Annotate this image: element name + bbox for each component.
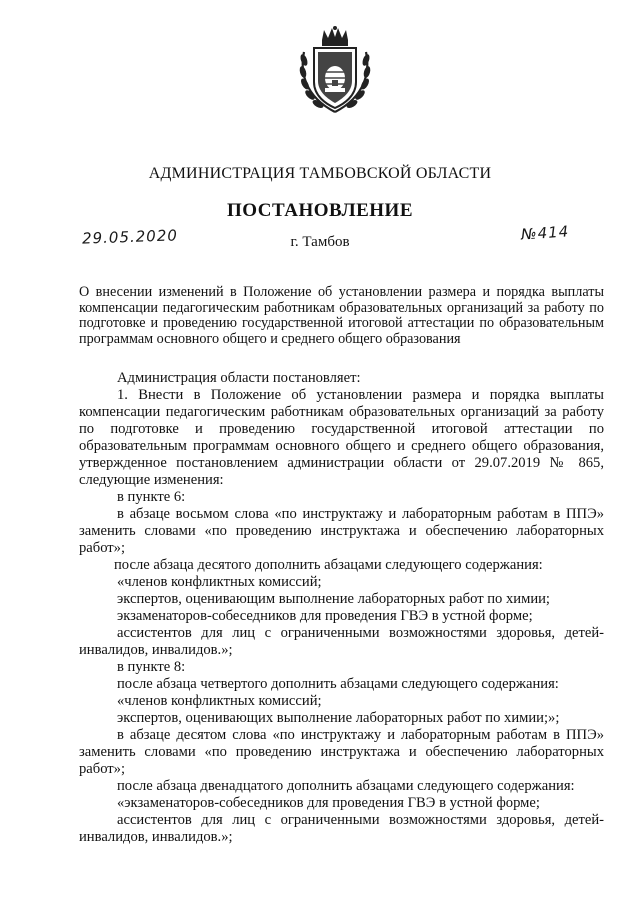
document-subject: О внесении изменений в Положение об установлении размера и порядка выплаты компенсации педагогическим работникам образовательных организаций за работу по подготовке и проведению государственной итоговой аттестации по образовательным программам основного общего и среднего общего образования xyxy=(79,284,604,347)
paragraph: в пункте 6: xyxy=(117,489,186,505)
paragraph: экспертов, оценивающих выполнение лабораторных работ по химии;»; xyxy=(117,710,560,726)
document-body xyxy=(79,370,604,846)
paragraph: в абзаце десятом слова «по инструктажу и лабораторным работам в ППЭ» заменить словами «по проведению инструктажа и обеспечению лабораторных работ»; xyxy=(79,727,604,777)
handwritten-document-number: №414 xyxy=(520,222,570,244)
paragraph: экзаменаторов-собеседников для проведения ГВЭ в устной форме; xyxy=(117,608,533,624)
coat-of-arms-emblem xyxy=(296,26,374,116)
handwritten-date: 29.05.2020 xyxy=(81,226,179,248)
paragraph: 1. Внести в Положение об установлении размера и порядка выплаты компенсации педагогическим работникам образовательных организаций за работу по подготовке и проведению государственной итоговой аттестации по образовательным программам основного общего и среднего общего образования, утвержденное постановлением администрации области от 29.07.2019 № 865, следующие изменения: xyxy=(79,387,604,488)
paragraph: «членов конфликтных комиссий; xyxy=(117,693,322,709)
paragraph: ассистентов для лиц с ограниченными возможностями здоровья, детей-инвалидов, инвалидов.»; xyxy=(79,812,604,845)
paragraph: ассистентов для лиц с ограниченными возможностями здоровья, детей-инвалидов, инвалидов.»; xyxy=(79,625,604,658)
paragraph: Администрация области постановляет: xyxy=(117,370,361,386)
document-type-title: ПОСТАНОВЛЕНИЕ xyxy=(226,200,414,221)
issuing-authority: АДМИНИСТРАЦИЯ ТАМБОВСКОЙ ОБЛАСТИ xyxy=(148,165,492,182)
paragraph: после абзаца четвертого дополнить абзацами следующего содержания: xyxy=(117,676,559,692)
city-label: г. Тамбов xyxy=(290,234,350,250)
paragraph: «экзаменаторов-собеседников для проведения ГВЭ в устной форме; xyxy=(117,795,540,811)
paragraph: после абзаца двенадцатого дополнить абзацами следующего содержания: xyxy=(117,778,575,794)
paragraph: в пункте 8: xyxy=(117,659,186,675)
paragraph: экспертов, оценивающим выполнение лабораторных работ по химии; xyxy=(117,591,550,607)
paragraph: после абзаца десятого дополнить абзацами следующего содержания: xyxy=(114,557,543,573)
paragraph: «членов конфликтных комиссий; xyxy=(117,574,322,590)
paragraph: в абзаце восьмом слова «по инструктажу и лабораторным работам в ППЭ» заменить словами «по проведению инструктажа и обеспечению лабораторных работ»; xyxy=(79,506,604,556)
